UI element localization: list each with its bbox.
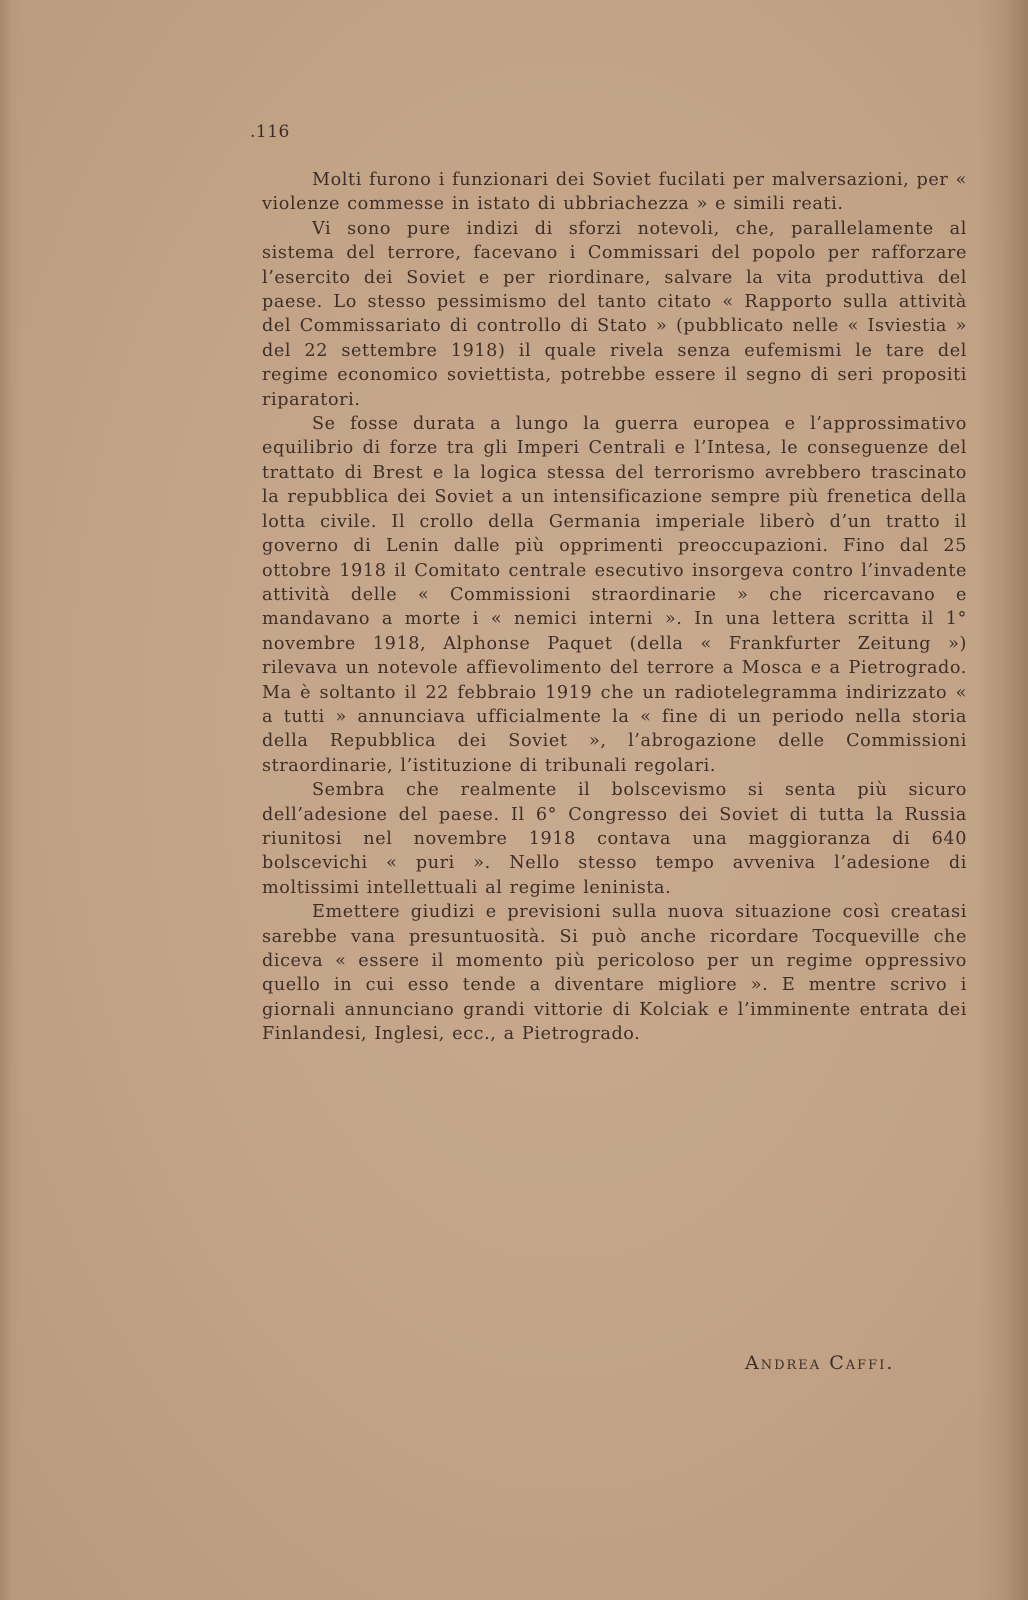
page-number: .116	[250, 122, 290, 142]
paragraph-2: Vi sono pure indizi di sforzi notevoli, che, parallelamente al sistema del terrore, facevano i Commissari del popolo per rafforzare l’esercito dei Soviet e per riordinare, salvare la vita produttiva del paese. Lo stesso pessimismo del tanto citato « Rapporto sulla attività del Commissariato di controllo di Stato » (pubblicato nelle « Isviestia » del 22 settembre 1918) il quale rivela senza eufemismi le tare del regime economico soviettista, potrebbe essere il segno di seri propositi riparatori.	[262, 218, 967, 410]
author-signature: Andrea Caffi.	[745, 1352, 895, 1374]
body-text	[262, 168, 967, 1047]
paragraph-3: Se fosse durata a lungo la guerra europea e l’approssimativo equilibrio di forze tra gli Imperi Centrali e l’Intesa, le conseguenze del trattato di Brest e la logica stessa del terrorismo avrebbero trascinato la repubblica dei Soviet a un intensificazione sempre più frenetica della lotta civile. Il crollo della Germania imperiale liberò d’un tratto il governo di Lenin dalle più opprimenti preoccupazioni. Fino dal 25 ottobre 1918 il Comitato centrale esecutivo insorgeva contro l’invadente attività delle « Commissioni straordinarie » che ricercavano e mandavano a morte i « nemici interni ». In una lettera scritta il 1° novembre 1918, Alphonse Paquet (della « Frankfurter Zeitung ») rilevava un notevole affievolimento del terrore a Mosca e a Pietrogrado. Ma è soltanto il 22 febbraio 1919 che un radiotelegramma indirizzato « a tutti » annunciava ufficialmente la « fine di un periodo nella storia della Repubblica dei Soviet », l’abrogazione delle Commissioni straordinarie, l’istituzione di tribunali regolari.	[262, 414, 967, 776]
paragraph-4: Sembra che realmente il bolscevismo si senta più sicuro dell’adesione del paese. Il 6° Congresso dei Soviet di tutta la Russia riunitosi nel novembre 1918 contava una maggioranza di 640 bolscevichi « puri ». Nello stesso tempo avveniva l’adesione di moltissimi intellettuali al regime leninista.	[262, 780, 967, 898]
paragraph-5: Emettere giudizi e previsioni sulla nuova situazione così creatasi sarebbe vana presuntuosità. Si può anche ricordare Tocqueville che diceva « essere il momento più pericoloso per un regime oppressivo quello in cui esso tende a diventare migliore ». E mentre scrivo i giornali annunciano grandi vittorie di Kolciak e l’imminente entrata dei Finlandesi, Inglesi, ecc., a Pietrogrado.	[262, 902, 967, 1045]
page-edge-right	[978, 0, 1028, 1600]
page-edge-left	[0, 0, 22, 1600]
paragraph-1: Molti furono i funzionari dei Soviet fucilati per malversazioni, per « violenze commesse in istato di ubbriachezza » e simili reati.	[262, 170, 967, 215]
